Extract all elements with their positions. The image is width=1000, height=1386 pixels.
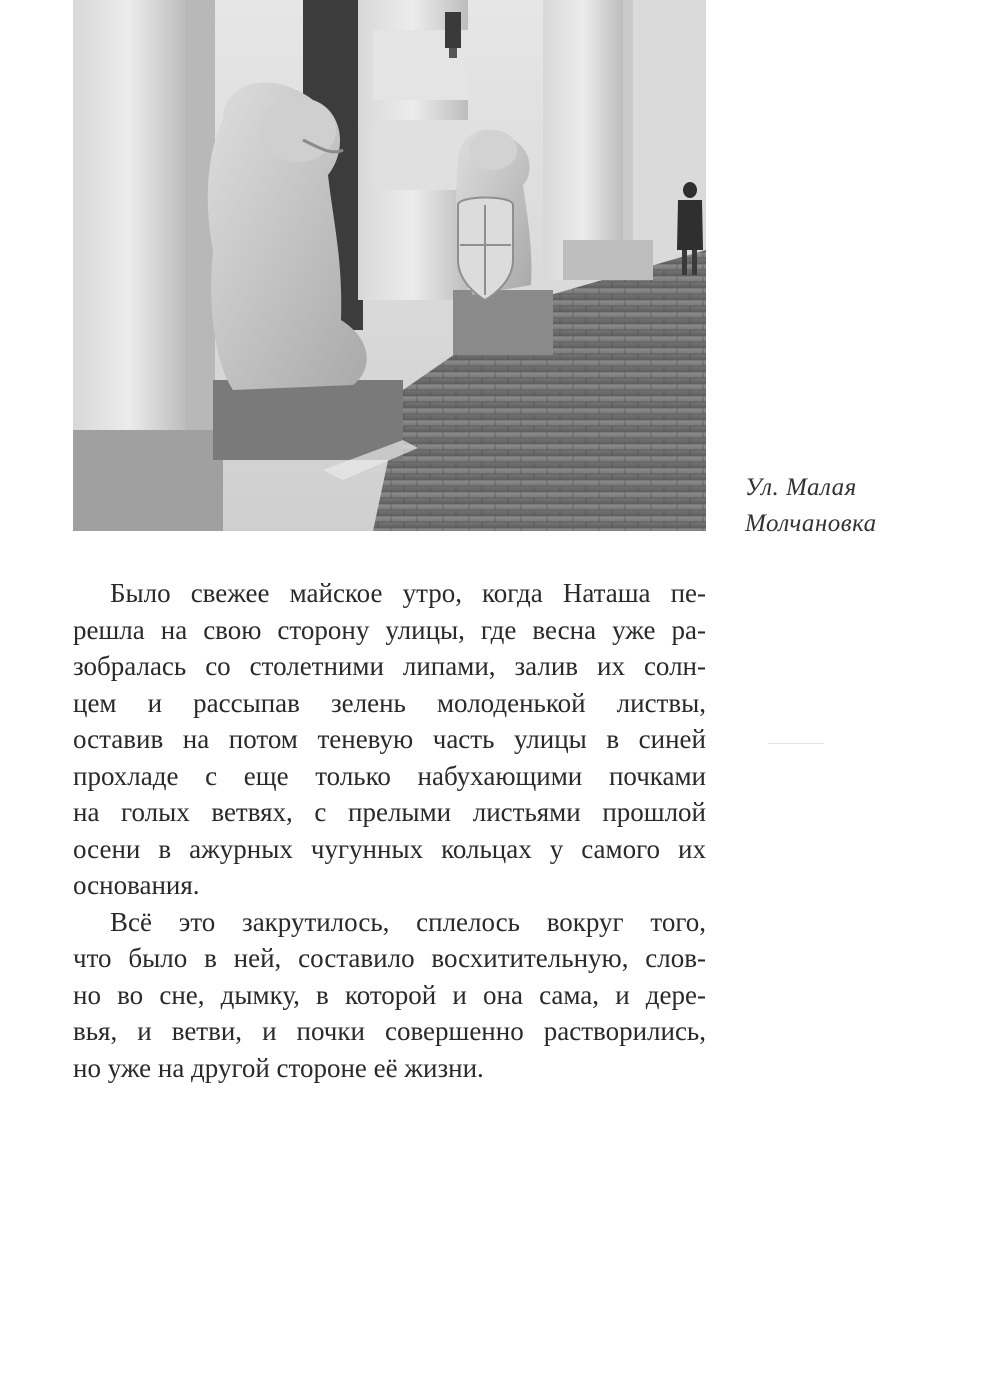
paragraph (73, 904, 706, 1087)
text-line: вья, и ветви, и почки совершенно растворились, (73, 1016, 706, 1046)
text-line: оставив на потом теневую часть улицы в синей (73, 724, 706, 754)
text-line: на голых ветвях, с прелыми листьями прошлой (73, 797, 706, 827)
text-line: зобралась со столетними липами, залив их солн- (73, 651, 706, 681)
text-line: Было свежее майское утро, когда Наташа пе- (110, 578, 706, 608)
text-line: Всё это закрутилось, сплелось вокруг того, (110, 906, 706, 937)
caption-line-2: Молчановка (745, 510, 877, 537)
decorative-mark (768, 743, 824, 744)
text-line: прохладе с еще только набухающими почками (73, 760, 706, 791)
text-line: осени в ажурных чугунных кольцах у самого их (73, 833, 706, 864)
text-line: основания. (73, 870, 200, 900)
street-photo (73, 0, 706, 531)
photo-illustration (73, 0, 706, 531)
text-line: цем и рассыпав зелень молоденькой листвы, (73, 687, 706, 718)
text-line: что было в ней, составило восхитительную, слов- (73, 943, 706, 973)
text-line: решла на свою сторону улицы, где весна уже ра- (73, 614, 706, 645)
text-line: но во сне, дымку, в которой и она сама, и дере- (73, 979, 706, 1010)
caption-line-1: Ул. Малая (745, 474, 857, 501)
body-text (73, 575, 706, 1086)
text-line: но уже на другой стороне её жизни. (73, 1052, 484, 1083)
photo-caption (745, 470, 985, 542)
paragraph (73, 575, 706, 904)
